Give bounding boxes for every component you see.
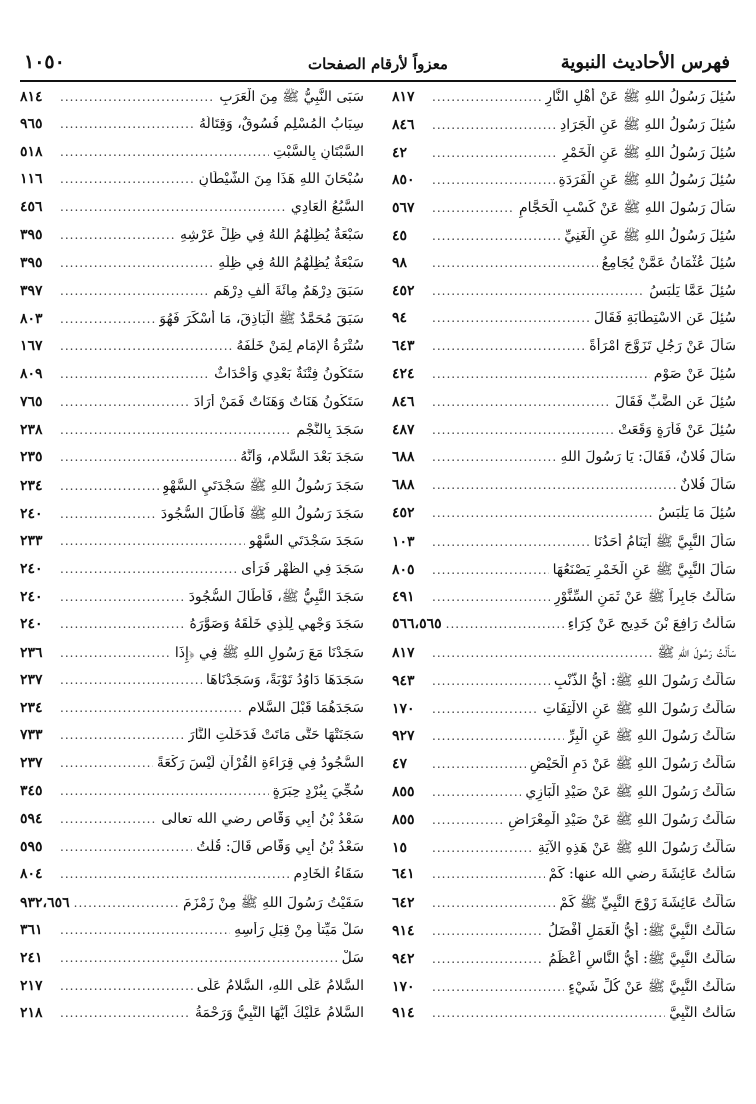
entry-page-ref: ٢٤٠: [20, 505, 43, 522]
entry-page-ref: ٣٩٥: [20, 254, 43, 271]
index-entry: [20, 199, 364, 227]
entry-page-ref: ٦٨٨: [392, 449, 415, 466]
leader-dots: [432, 702, 539, 716]
leader-dots: [60, 701, 244, 715]
index-entry: [392, 561, 736, 589]
entry-page-ref: ٩٤: [392, 310, 408, 327]
index-entry: [20, 338, 364, 366]
entry-text: سَلْ: [341, 949, 364, 966]
index-entry: [392, 505, 736, 533]
entry-page-ref: ٢٣٦: [20, 644, 43, 661]
index-entry: [20, 811, 364, 839]
entry-page-ref: ٩٦٥: [20, 115, 43, 132]
leader-dots: [60, 923, 230, 937]
entry-text: سَأَلْتُ النَّبِيَّ ﷺ عَنْ كُلِّ شَيْءٍ: [568, 978, 736, 995]
index-entry: [20, 310, 364, 338]
entry-page-ref: ٣٦١: [20, 921, 43, 938]
entry-page-ref: ٥٦٦،٥٦٥: [392, 616, 442, 633]
index-entry: [392, 533, 736, 561]
index-entry: [392, 227, 736, 255]
entry-page-ref: ٩٨: [392, 254, 408, 271]
leader-dots: [432, 590, 550, 604]
index-entry: [20, 727, 364, 755]
entry-page-ref: ٢١٧: [20, 977, 43, 994]
index-entry: [392, 950, 736, 978]
entry-page-ref: ٩٤٣: [392, 672, 415, 689]
entry-text: سَجَدَ بِالنَّجْمِ: [296, 421, 364, 438]
entry-page-ref: ١١٦: [20, 171, 43, 188]
left-column: [20, 88, 364, 1033]
entry-text: السَّبْتَانِ بِالسَّبْتِ: [273, 143, 364, 160]
leader-dots: [432, 201, 515, 215]
entry-page-ref: ١٧٠: [392, 978, 415, 995]
index-entry: [20, 644, 364, 672]
entry-text: سَأَلَ فُلانٌ: [680, 477, 736, 494]
leader-dots: [60, 840, 192, 854]
entry-page-ref: ٩١٤: [392, 1005, 415, 1022]
leader-dots: [446, 617, 564, 631]
index-entry: [20, 505, 364, 533]
entry-page-ref: ١٠٣: [392, 533, 415, 550]
entry-text: سَأَلْتُ النَّبِيَّ: [669, 1005, 736, 1022]
leader-dots: [60, 200, 287, 214]
index-entry: [392, 922, 736, 950]
index-entry: [392, 255, 736, 283]
index-entry: [20, 366, 364, 394]
entry-page-ref: ٢٤٠: [20, 616, 43, 633]
index-entry: [20, 978, 364, 1006]
leader-dots: [60, 395, 190, 409]
entry-page-ref: ٨٥٥: [392, 811, 415, 828]
entry-text: سَجَدَ رَسُولُ اللهِ ﷺ فَأَطَالَ السُّجُودَ: [160, 505, 364, 522]
entry-text: سَتَكُونُ فِتْنَةٌ بَعْدِي وَأَحْدَاثٌ: [214, 365, 364, 382]
index-entry: [392, 144, 736, 172]
leader-dots: [432, 146, 558, 160]
entry-text: سَجَدَ سَجْدَتَيِ السَّهْوِ: [248, 532, 364, 549]
index-entry: [392, 449, 736, 477]
entry-text: السَّلامُ عَلَى اللهِ، السَّلامُ عَلَى: [196, 977, 364, 994]
leader-dots: [60, 951, 338, 965]
index-entry: [392, 839, 736, 867]
entry-page-ref: ٩٢٧: [392, 728, 415, 745]
index-entry: [20, 171, 364, 199]
index-entry: [20, 922, 364, 950]
entry-text: سَجَدَ رَسُولُ اللهِ ﷺ سَجْدَتَيِ السَّهْوِ: [162, 478, 364, 495]
entry-page-ref: ٧٣٣: [20, 727, 43, 744]
leader-dots: [432, 1006, 665, 1020]
index-entry: [392, 283, 736, 311]
entry-text: سَأَلْتُ عَائِشَةَ رضي الله عنها: كَمْ: [548, 866, 736, 883]
entry-text: سَجَدَهَا دَاوُدُ تَوْبَةً، وَسَجَدْنَاهَا: [206, 671, 364, 688]
entry-page-ref: ٢٣٣: [20, 532, 43, 549]
leader-dots: [60, 507, 157, 521]
leader-dots: [60, 423, 292, 437]
entry-text: سَأَلَ رَسُولَ اللهِ ﷺ عَنْ كَسْبِ الْحَجَّامِ: [518, 200, 736, 217]
leader-dots: [432, 674, 550, 688]
leader-dots: [432, 367, 650, 381]
entry-page-ref: ٩١٤: [392, 922, 415, 939]
entry-text: سَأَلْتُ رَسُولَ اللهِ ﷺ: أَيُّ الذَّنْبِ: [553, 672, 736, 689]
entry-text: سُئِلَ عَنْ فَأْرَةٍ وَقَعَتْ: [618, 421, 736, 438]
index-entry: [392, 310, 736, 338]
leader-dots: [432, 896, 556, 910]
index-entry: [20, 894, 364, 922]
leader-dots: [432, 229, 560, 243]
leader-dots: [74, 896, 179, 910]
entry-text: سُئِلَ عُثْمَانُ عَمَّنْ يُجَامِعُ: [601, 254, 736, 271]
entry-text: السَّبُعُ الْعَادِي: [290, 199, 364, 216]
index-entry: [392, 1005, 736, 1033]
leader-dots: [432, 785, 521, 799]
entry-text: سَتَكُونُ هَنَاتٌ وَهَنَاتٌ فَمَنْ أَرَادَ: [193, 393, 364, 410]
index-entry: [20, 394, 364, 422]
entry-text: سُئِلَ مَا يَلْبَسُ: [658, 504, 736, 521]
index-entry: [392, 616, 736, 644]
entry-page-ref: ١٧٠: [392, 700, 415, 717]
entry-page-ref: ٤٢: [392, 144, 408, 161]
entry-text: سَأَلْتُ رَسُولَ اللهِ ﷺ: [657, 644, 736, 661]
entry-page-ref: ٥٩٥: [20, 838, 43, 855]
index-page: [20, 50, 736, 1022]
leader-dots: [60, 728, 184, 742]
index-entry: [20, 839, 364, 867]
leader-dots: [432, 90, 541, 104]
leader-dots: [60, 562, 237, 576]
entry-text: سُئِلَ رَسُولُ اللهِ ﷺ عَنِ الْفَرَدَةِ: [558, 172, 736, 189]
index-entry: [392, 199, 736, 227]
entry-page-ref: ٣٩٥: [20, 226, 43, 243]
index-entry: [392, 116, 736, 144]
entry-text: سُئِلَ عَنْ صَوْمٍ: [653, 365, 736, 382]
entry-text: سَبَقَ مُحَمَّدٌ ﷺ الْبَاذِقَ، مَا أَسْكَرَ فَهُوَ: [159, 311, 364, 328]
entry-text: سَجَدَ فِي الظُّهْرِ فَرَأَى: [241, 560, 364, 577]
leader-dots: [60, 339, 232, 353]
entry-page-ref: ٦٨٨: [392, 477, 415, 494]
entry-page-ref: ٨٠٥: [392, 561, 415, 578]
entry-page-ref: ٨٠٩: [20, 365, 43, 382]
leader-dots: [60, 312, 155, 326]
leader-dots: [432, 118, 556, 132]
leader-dots: [432, 173, 555, 187]
entry-text: سُجِّيَ بِبُرْدٍ حِبَرَةٍ: [272, 782, 364, 799]
entry-text: سَبْعَةٌ يُظِلُّهُمُ اللهُ فِي ظِلِّ عَرْشِهِ: [180, 226, 364, 243]
entry-text: سَبَى النَّبِيُّ ﷺ مِنَ الْعَرَبِ: [219, 89, 364, 105]
index-entry: [392, 588, 736, 616]
entry-page-ref: ٨٠٣: [20, 311, 43, 328]
entry-page-ref: ٩٣٢،٦٥٦: [20, 895, 70, 912]
entry-page-ref: ٢١٨: [20, 1005, 43, 1022]
entry-text: سَجَدَ النَّبِيُّ ﷺ، فَأَطَالَ السُّجُودَ: [188, 589, 364, 606]
index-entry: [20, 561, 364, 589]
entry-page-ref: ٩٤٢: [392, 950, 415, 967]
entry-text: سَعْدُ بْنُ أَبِي وَقَّاصٍ رضي الله تعالى: [161, 810, 364, 827]
entry-text: سَأَلْتُ جَابِراً ﷺ عَنْ ثَمَنِ السِّنَّوْرِ: [553, 589, 736, 606]
leader-dots: [60, 534, 245, 548]
entry-text: سَأَلَ النَّبِيَّ ﷺ عَنِ الْخَمْرِ يَصْنَعُهَا: [552, 561, 736, 578]
index-entry: [392, 422, 736, 450]
entry-text: سُتْرَةُ الإِمَامِ لِمَنْ خَلْفَهُ: [236, 338, 364, 355]
index-entry: [20, 755, 364, 783]
index-entry: [392, 88, 736, 116]
index-entry: [392, 866, 736, 894]
entry-page-ref: ٢٣٧: [20, 671, 43, 688]
leader-dots: [60, 479, 159, 493]
entry-text: سَعْدُ بْنُ أَبِي وَقَّاصٍ قَالَ: قُلْتُ: [196, 838, 364, 855]
index-entry: [392, 366, 736, 394]
index-entry: [392, 894, 736, 922]
entry-text: سَبَقَ دِرْهَمٌ مِائَةَ أَلْفِ دِرْهَمٍ: [213, 282, 364, 299]
entry-page-ref: ٤٢٤: [392, 365, 415, 382]
entry-page-ref: ٤٥: [392, 227, 408, 244]
leader-dots: [432, 311, 590, 325]
entry-page-ref: ٣٤٥: [20, 782, 43, 799]
leader-dots: [432, 478, 676, 492]
index-entry: [20, 227, 364, 255]
entry-text: سَأَلْتُ رَسُولَ اللهِ ﷺ عَنْ صَيْدِ الْبَازِي: [525, 783, 736, 800]
entry-text: سَأَلْتُ رَسُولَ اللهِ ﷺ عَنْ هَذِهِ الآيَةِ: [537, 839, 736, 856]
index-entry: [20, 783, 364, 811]
leader-dots: [60, 590, 185, 604]
index-entry: [20, 588, 364, 616]
entry-page-ref: ٦٤١: [392, 866, 415, 883]
leader-dots: [432, 506, 654, 520]
index-entry: [20, 700, 364, 728]
entry-text: سَأَلْتُ رَسُولَ اللهِ ﷺ عَنْ صَيْدِ الْمِعْرَاضِ: [508, 811, 736, 828]
index-entry: [20, 533, 364, 561]
leader-dots: [432, 256, 598, 270]
entry-text: سَأَلْتُ رَسُولَ اللهِ ﷺ عَنْ دَمِ الْحَيْضِ: [529, 756, 736, 773]
index-entry: [392, 171, 736, 199]
entry-text: سَأَلْتُ عَائِشَةَ زَوْجَ النَّبِيِّ ﷺ كَمْ: [559, 895, 736, 912]
leader-dots: [432, 395, 611, 409]
entry-text: سُبْحَانَ اللهِ هَذَا مِنَ الشَّيْطَانِ: [198, 171, 364, 188]
entry-text: سَأَلْتُ رَسُولَ اللهِ ﷺ عَنِ الْبِرِّ: [567, 728, 736, 745]
index-entry: [392, 338, 736, 366]
leader-dots: [60, 145, 269, 159]
leader-dots: [60, 284, 209, 298]
index-entry: [392, 755, 736, 783]
entry-page-ref: ٢٤٠: [20, 589, 43, 606]
entry-page-ref: ٨٥٠: [392, 172, 415, 189]
index-entry: [20, 449, 364, 477]
leader-dots: [60, 979, 193, 993]
entry-text: سَأَلَ النَّبِيَّ ﷺ أَيَنَامُ أَحَدُنَا: [593, 533, 736, 550]
index-entry: [392, 727, 736, 755]
index-entry: [20, 422, 364, 450]
entry-text: سَلْ مَيِّتاً مِنْ قِبَلِ رَأْسِهِ: [234, 921, 364, 938]
leader-dots: [432, 924, 544, 938]
entry-text: سَجَدْنَا مَعَ رَسُولِ اللهِ ﷺ فِي ﴿إِذَا: [174, 644, 364, 661]
leader-dots: [432, 757, 526, 771]
leader-dots: [432, 339, 585, 353]
leader-dots: [60, 617, 185, 631]
index-entry: [392, 811, 736, 839]
index-entry: [392, 394, 736, 422]
entry-text: السَّلامُ عَلَيْكَ أَيُّهَا النَّبِيُّ وَرَحْمَةُ: [194, 1005, 364, 1022]
entry-text: سَجَدَ وَجْهِي لِلَّذِي خَلَقَهُ وَصَوَّرَهُ: [189, 616, 364, 633]
index-entry: [392, 477, 736, 505]
index-entry: [20, 116, 364, 144]
page-number: ١٠٥٠: [24, 51, 65, 73]
index-entry: [392, 672, 736, 700]
entry-text: سَأَلَ عَنْ رَجُلٍ تَزَوَّجَ امْرَأَةً: [589, 338, 736, 355]
entry-text: سَأَلَ فُلانٌ، فَقَالَ: يَا رَسُولَ اللهِ: [560, 449, 736, 466]
entry-page-ref: ٨١٤: [20, 89, 43, 105]
entry-page-ref: ٤٨٧: [392, 421, 415, 438]
entry-page-ref: ١٦٧: [20, 338, 43, 355]
index-entry: [20, 88, 364, 116]
entry-text: سُئِلَ رَسُولُ اللهِ ﷺ عَنِ الْجَرَادِ: [560, 116, 736, 133]
entry-text: سَجَدَهُمَا قَبْلَ السَّلامِ: [248, 699, 364, 716]
entry-page-ref: ٨١٧: [392, 644, 415, 661]
leader-dots: [60, 367, 210, 381]
index-entry: [20, 950, 364, 978]
leader-dots: [60, 867, 290, 881]
entry-text: سُئِلَ عَنِ الاسْتِطَابَةِ فَقَالَ: [593, 310, 736, 327]
leader-dots: [60, 646, 171, 660]
leader-dots: [432, 813, 504, 827]
header-title: فهرس الأحاديث النبوية: [560, 52, 730, 73]
index-entry: [20, 283, 364, 311]
entry-page-ref: ٨٤٦: [392, 393, 415, 410]
page-header: [20, 50, 736, 82]
leader-dots: [432, 535, 590, 549]
entry-page-ref: ٢٣٨: [20, 421, 43, 438]
entry-text: سَأَلْتُ النَّبِيَّ ﷺ: أَيُّ الْعَمَلِ أَفْضَلُ: [548, 922, 736, 939]
leader-dots: [432, 841, 534, 855]
entry-text: سِبَابُ الْمُسْلِمِ فُسُوقٌ، وَقِتَالُهُ: [199, 115, 364, 132]
leader-dots: [60, 673, 202, 687]
index-entry: [20, 866, 364, 894]
index-entry: [392, 783, 736, 811]
entry-page-ref: ٧٦٥: [20, 393, 43, 410]
entry-page-ref: ٨٤٦: [392, 116, 415, 133]
index-entry: [20, 255, 364, 283]
entry-text: السُّجُودُ فِي قِرَاءَةِ الْقُرْآنِ لَيْسَ رَكْعَةً: [156, 755, 364, 772]
entry-page-ref: ٢٤٠: [20, 560, 43, 577]
header-subtitle: معزواً لأرقام الصفحات: [308, 55, 448, 73]
entry-page-ref: ٨٠٤: [20, 866, 43, 883]
entry-page-ref: ٢٣٧: [20, 755, 43, 772]
entry-text: سُئِلَ رَسُولُ اللهِ ﷺ عَنْ أَهْلِ النَّارِ: [545, 89, 736, 105]
leader-dots: [60, 1006, 191, 1020]
leader-dots: [60, 256, 214, 270]
index-entry: [20, 616, 364, 644]
entry-text: سَقَاءُ الْخَادِمِ: [293, 866, 364, 883]
leader-dots: [60, 756, 153, 770]
entry-page-ref: ٨١٧: [392, 89, 415, 105]
index-entry: [20, 1005, 364, 1033]
leader-dots: [60, 450, 236, 464]
index-entry: [20, 672, 364, 700]
entry-text: سَبْعَةٌ يُظِلُّهُمُ اللهُ فِي ظِلِّهِ: [218, 254, 364, 271]
entry-text: سَقَيْتُ رَسُولَ اللهِ ﷺ مِنْ زَمْزَمَ: [183, 895, 364, 912]
entry-page-ref: ٤٧: [392, 756, 408, 773]
entry-page-ref: ٣٩٧: [20, 282, 43, 299]
entry-page-ref: ٦٤٢: [392, 895, 415, 912]
entry-page-ref: ٥٩٤: [20, 810, 43, 827]
entry-text: سَأَلْتُ رَافِعَ بْنَ خَدِيجٍ عَنْ كِرَاءِ: [567, 616, 736, 633]
entry-page-ref: ٢٣٤: [20, 699, 43, 716]
entry-text: سُئِلَ عَنِ الضَّبِّ فَقَالَ: [614, 393, 736, 410]
entry-text: سَجَنَتْهَا حَتَّى مَاتَتْ فَدَخَلَتِ النَّارَ: [187, 727, 364, 744]
leader-dots: [60, 172, 195, 186]
leader-dots: [60, 784, 269, 798]
entry-text: سَأَلْتُ رَسُولَ اللهِ ﷺ عَنِ الالْتِفَاتِ: [542, 700, 736, 717]
leader-dots: [432, 450, 556, 464]
entry-page-ref: ٥١٨: [20, 143, 43, 160]
index-entry: [20, 477, 364, 505]
leader-dots: [432, 284, 645, 298]
index-entry: [392, 644, 736, 672]
right-column: [392, 88, 736, 1033]
leader-dots: [60, 228, 176, 242]
entry-page-ref: ٦٤٣: [392, 338, 415, 355]
leader-dots: [60, 812, 157, 826]
entry-page-ref: ٥٦٧: [392, 200, 415, 217]
leader-dots: [432, 980, 564, 994]
entry-text: سَأَلْتُ النَّبِيَّ ﷺ: أَيُّ النَّاسِ أَعْظَمُ: [548, 950, 736, 967]
leader-dots: [60, 117, 195, 131]
leader-dots: [432, 729, 564, 743]
entry-text: سُئِلَ عَمَّا يَلْبَسُ: [649, 282, 736, 299]
index-entry: [392, 700, 736, 728]
entry-page-ref: ٢٣٤: [20, 478, 43, 495]
entry-page-ref: ٢٣٥: [20, 449, 43, 466]
entry-page-ref: ٨٥٥: [392, 783, 415, 800]
index-entry: [392, 978, 736, 1006]
entry-page-ref: ١٥: [392, 839, 408, 856]
leader-dots: [432, 867, 545, 881]
leader-dots: [432, 646, 653, 660]
entry-page-ref: ٢٤١: [20, 949, 43, 966]
index-entry: [20, 144, 364, 172]
leader-dots: [432, 423, 614, 437]
entry-text: سُئِلَ رَسُولُ اللهِ ﷺ عَنِ الْخَمْرِ: [562, 144, 736, 161]
entry-text: سَجَدَ بَعْدَ السَّلامِ، وَأَنَّهُ: [240, 449, 364, 466]
entry-page-ref: ٤٥٢: [392, 282, 415, 299]
leader-dots: [60, 90, 215, 104]
entry-page-ref: ٤٩١: [392, 589, 415, 606]
leader-dots: [432, 952, 544, 966]
entry-page-ref: ٤٥٢: [392, 504, 415, 521]
entry-text: سُئِلَ رَسُولُ اللهِ ﷺ عَنِ الْغَنِيِّ: [564, 227, 736, 244]
leader-dots: [432, 563, 549, 577]
entry-page-ref: ٤٥٦: [20, 199, 43, 216]
